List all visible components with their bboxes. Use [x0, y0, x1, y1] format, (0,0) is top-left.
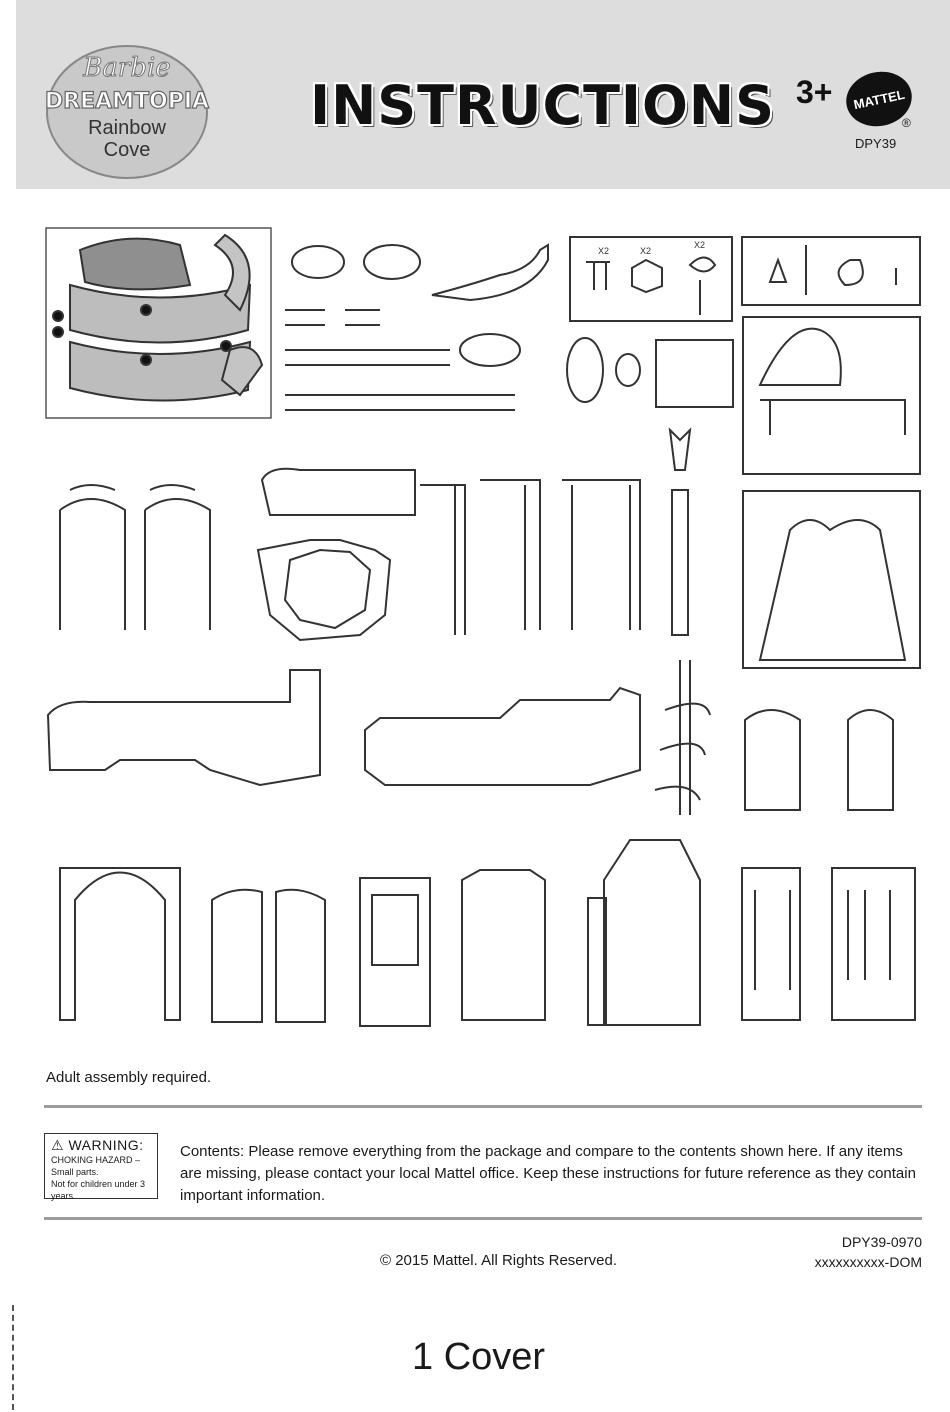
logo-product: Rainbow — [88, 117, 166, 139]
document-codes — [815, 1232, 922, 1272]
registered-mark: ® — [902, 116, 911, 130]
page-label: 1 Cover — [412, 1336, 546, 1378]
parts-illustration — [0, 190, 950, 1050]
logo-brand: Barbie — [83, 53, 171, 83]
warning-title-text: WARNING: — [68, 1137, 144, 1153]
cut-line — [12, 1305, 14, 1410]
warning-triangle-icon: ⚠ — [51, 1137, 65, 1153]
warning-title — [51, 1137, 157, 1154]
assembly-note: Adult assembly required. — [46, 1069, 212, 1086]
age-rating: 3+ — [796, 74, 833, 110]
logo-line: DREAMTOPIA — [44, 89, 210, 114]
qty-label-3: X2 — [694, 240, 706, 250]
warning-box — [44, 1133, 158, 1199]
barbie-dreamtopia-logo — [42, 42, 212, 182]
copyright: © 2015 Mattel. All Rights Reserved. — [380, 1252, 617, 1269]
product-code: DPY39 — [855, 136, 897, 151]
mattel-logo: MATTEL — [841, 66, 917, 133]
contents-note: Contents: Please remove everything from the package and compare to the contents shown here. If any items are missing, please contact your local Mattel office. Keep these instructions for future reference as they contain important information. — [180, 1143, 916, 1204]
warning-line-1: CHOKING HAZARD – Small parts. — [51, 1155, 141, 1177]
qty-label-1: X2 — [598, 246, 610, 256]
logo-product-2: Cove — [103, 139, 151, 161]
document-code-1: DPY39-0970 — [841, 1234, 922, 1250]
page-title: INSTRUCTIONS — [310, 74, 775, 137]
document-code-2: xxxxxxxxxx-DOM — [814, 1254, 922, 1270]
sticker-sheet — [46, 228, 271, 418]
qty-label-2: X2 — [640, 246, 652, 256]
warning-line-2: Not for children under 3 years. — [51, 1179, 146, 1201]
divider-top — [44, 1105, 922, 1108]
divider-bottom — [44, 1217, 922, 1220]
